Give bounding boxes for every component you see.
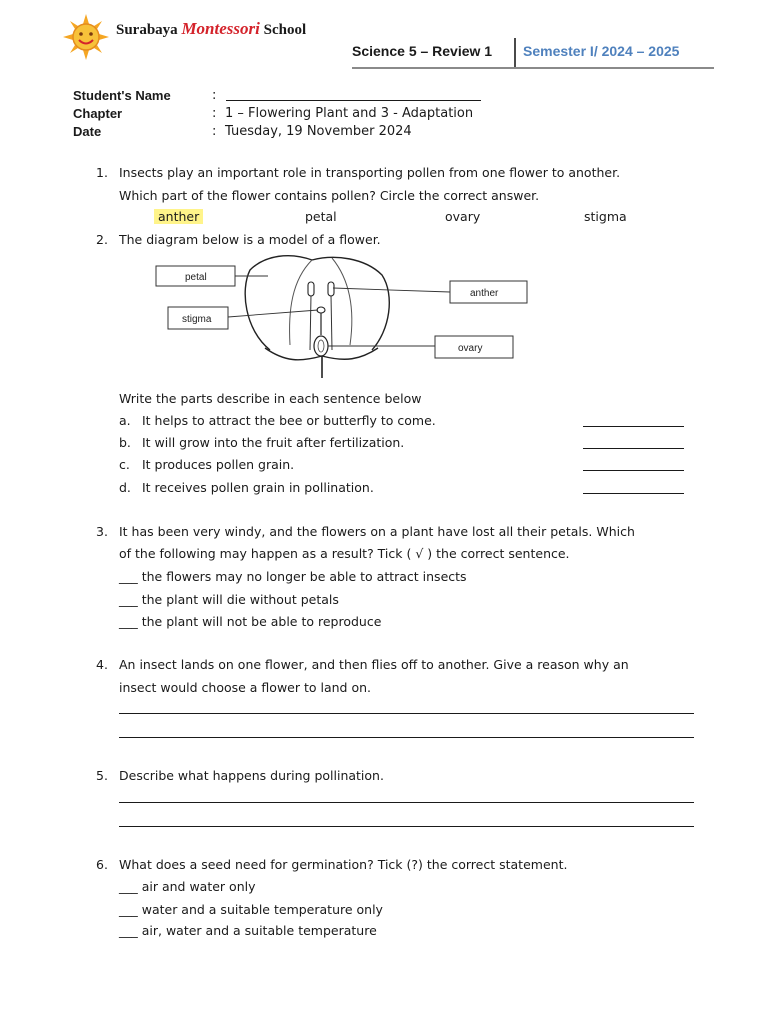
answer-line[interactable] — [119, 713, 694, 714]
q6-option[interactable]: ___ air and water only — [119, 879, 256, 894]
q6-option[interactable]: ___ air, water and a suitable temperature — [119, 923, 377, 938]
q3-option[interactable]: ___ the flowers may no longer be able to attract insects — [119, 569, 467, 584]
answer-blank[interactable] — [583, 426, 684, 427]
question-number: 4. — [96, 657, 108, 672]
q4-text-line1: An insect lands on one flower, and then flies off to another. Give a reason why an — [119, 657, 629, 672]
q2-item-text: It will grow into the fruit after fertilization. — [142, 435, 405, 450]
label-stigma: stigma — [182, 314, 212, 325]
q1-option-ovary[interactable]: ovary — [445, 209, 481, 224]
q1-option-petal[interactable]: petal — [305, 209, 337, 224]
chapter-value: 1 – Flowering Plant and 3 - Adaptation — [225, 106, 474, 121]
q2-instruction: Write the parts describe in each sentence below — [119, 391, 422, 406]
q2-intro: The diagram below is a model of a flower. — [119, 232, 381, 247]
question-number: 2. — [96, 232, 108, 247]
q1-option-stigma[interactable]: stigma — [584, 209, 627, 224]
sun-logo-icon — [63, 14, 109, 60]
header-underline — [352, 67, 714, 69]
answer-blank[interactable] — [583, 493, 684, 494]
colon: : — [212, 124, 217, 139]
school-name — [116, 19, 306, 39]
q3-option[interactable]: ___ the plant will die without petals — [119, 592, 339, 607]
flower-diagram — [150, 250, 545, 385]
label-ovary: ovary — [458, 343, 483, 354]
label-anther: anther — [470, 288, 499, 299]
q3-text-line2: of the following may happen as a result? Tick ( √ ) the correct sentence. — [119, 546, 570, 561]
answer-line[interactable] — [119, 737, 694, 738]
q1-text-line2: Which part of the flower contains pollen? Circle the correct answer. — [119, 188, 540, 203]
question-number: 3. — [96, 524, 108, 539]
q3-option[interactable]: ___ the plant will not be able to reproduce — [119, 614, 382, 629]
colon: : — [212, 88, 217, 103]
answer-blank[interactable] — [583, 470, 684, 471]
semester-label: Semester I/ 2024 – 2025 — [523, 43, 680, 59]
q2-item-letter: a. — [119, 413, 131, 428]
label-petal: petal — [185, 272, 207, 283]
q2-item-letter: b. — [119, 435, 131, 450]
date-label: Date — [73, 124, 102, 139]
q5-text-line1: Describe what happens during pollination. — [119, 768, 384, 783]
date-value: Tuesday, 19 November 2024 — [225, 124, 412, 139]
chapter-label: Chapter — [73, 106, 123, 121]
answer-blank[interactable] — [583, 448, 684, 449]
school-name-pre: Surabaya — [116, 22, 178, 38]
q2-item-letter: d. — [119, 480, 131, 495]
colon: : — [212, 106, 217, 121]
q2-item-letter: c. — [119, 457, 130, 472]
school-name-mid: Montessori — [181, 19, 260, 38]
question-number: 5. — [96, 768, 108, 783]
answer-line[interactable] — [119, 826, 694, 827]
review-title: Science 5 – Review 1 — [352, 43, 493, 59]
q4-text-line2: insect would choose a flower to land on. — [119, 680, 371, 695]
q3-text-line1: It has been very windy, and the flowers on a plant have lost all their petals. Which — [119, 524, 635, 539]
header-divider — [514, 38, 516, 68]
q1-text-line1: Insects play an important role in transporting pollen from one flower to another. — [119, 165, 621, 180]
student-name-label: Student's Name — [73, 88, 171, 103]
q1-option-anther[interactable]: anther — [154, 209, 203, 224]
q6-option[interactable]: ___ water and a suitable temperature only — [119, 902, 383, 917]
question-number: 6. — [96, 857, 108, 872]
q2-item-text: It produces pollen grain. — [142, 457, 295, 472]
answer-line[interactable] — [119, 802, 694, 803]
student-name-field[interactable] — [226, 100, 481, 101]
q6-text-line1: What does a seed need for germination? Tick (?) the correct statement. — [119, 857, 568, 872]
q2-item-text: It receives pollen grain in pollination. — [142, 480, 374, 495]
school-name-post: School — [263, 22, 307, 38]
q2-item-text: It helps to attract the bee or butterfly to come. — [142, 413, 436, 428]
question-number: 1. — [96, 165, 108, 180]
